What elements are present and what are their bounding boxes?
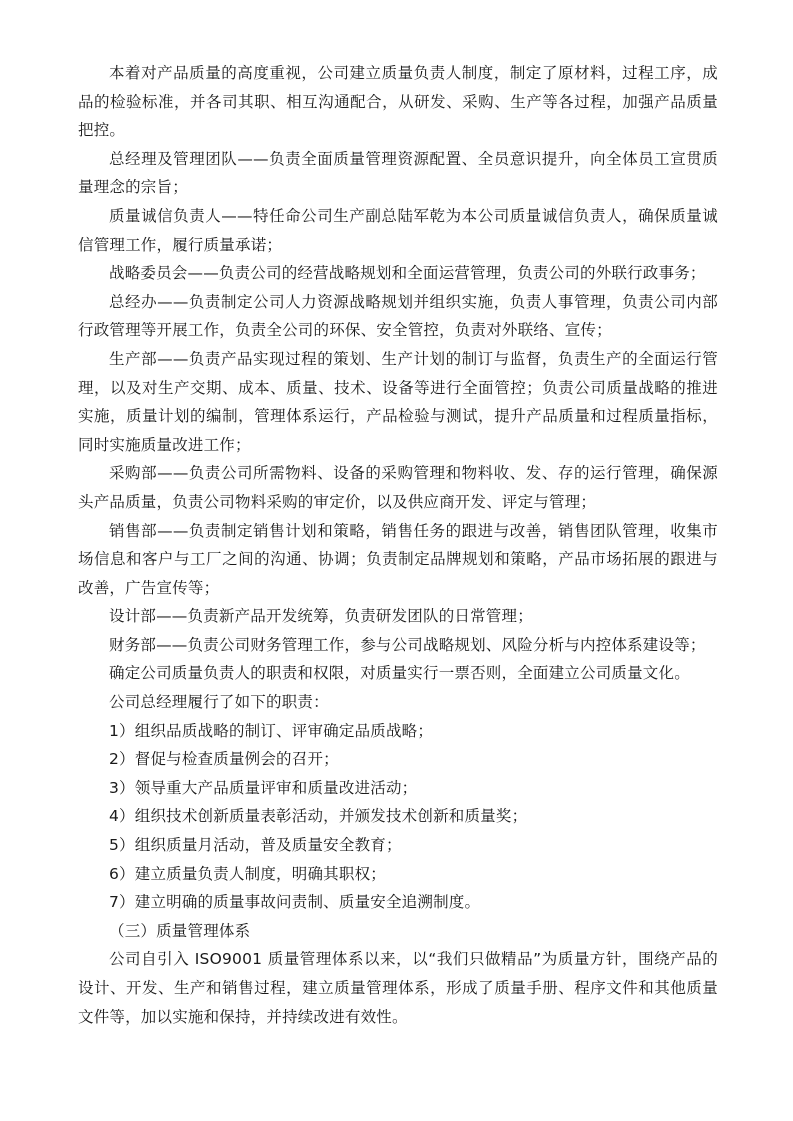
paragraph: 公司总经理履行了如下的职责： xyxy=(109,693,329,712)
duty-list-item: 6）建立质量负责人制度，明确其职权； xyxy=(109,864,386,883)
duty-list-item: 3）领导重大产品质量评审和质量改进活动； xyxy=(109,778,418,797)
section-heading: （三）质量管理体系 xyxy=(109,921,251,940)
duty-list-item: 4）组织技术创新质量表彰活动，并颁发技术创新和质量奖； xyxy=(109,807,528,826)
paragraph: 公司自引入 ISO9001 质量管理体系以来，以“我们只做精品”为质量方针，围绕产品的设计、开发、生产和销售过程，建立质量管理体系，形成了质量手册、程序文件和其他质量文件等，加以实施和保持，并持续改进有效性。 xyxy=(78,950,718,1026)
duty-list-item: 1）组织品质战略的制订、评审确定品质战略； xyxy=(109,721,434,740)
paragraph: 本着对产品质量的高度重视，公司建立质量负责人制度，制定了原材料，过程工序，成品的检验标准，并各司其职、相互沟通配合，从研发、采购、生产等各过程，加强产品质量把控。 xyxy=(78,64,718,140)
document-page xyxy=(78,59,718,1031)
paragraph: 战略委员会——负责公司的经营战略规划和全面运营管理，负责公司的外联行政事务； xyxy=(109,264,706,283)
paragraph: 销售部——负责制定销售计划和策略，销售任务的跟进与改善，销售团队管理，收集市场信息和客户与工厂之间的沟通、协调；负责制定品牌规划和策略，产品市场拓展的跟进与改善，广告宣传等； xyxy=(78,521,718,597)
paragraph: 采购部——负责公司所需物料、设备的采购管理和物料收、发、存的运行管理，确保源头产品质量，负责公司物料采购的审定价，以及供应商开发、评定与管理； xyxy=(78,464,718,511)
paragraph: 质量诚信负责人——特任命公司生产副总陆军乾为本公司质量诚信负责人，确保质量诚信管理工作，履行质量承诺； xyxy=(78,206,718,254)
duty-list-item: 5）组织质量月活动，普及质量安全教育； xyxy=(109,836,402,855)
paragraph: 财务部——负责公司财务管理工作，参与公司战略规划、风险分析与内控体系建设等； xyxy=(109,635,706,654)
duty-list-item: 7）建立明确的质量事故问责制、质量安全追溯制度。 xyxy=(109,893,481,912)
duty-list-item: 2）督促与检查质量例会的召开； xyxy=(109,750,339,769)
paragraph: 生产部——负责产品实现过程的策划、生产计划的制订与监督，负责生产的全面运行管理，以及对生产交期、成本、质量、技术、设备等进行全面管控；负责公司质量战略的推进实施，质量计划的编制，管理体系运行，产品检验与测试，提升产品质量和过程质量指标，同时实施质量改进工作； xyxy=(78,349,718,454)
paragraph: 总经理及管理团队——负责全面质量管理资源配置、全员意识提升，向全体员工宣贯质量理念的宗旨； xyxy=(78,149,718,197)
paragraph: 确定公司质量负责人的职责和权限，对质量实行一票否则，全面建立公司质量文化。 xyxy=(109,664,690,683)
paragraph: 设计部——负责新产品开发统筹，负责研发团队的日常管理； xyxy=(109,607,533,626)
paragraph: 总经办——负责制定公司人力资源战略规划并组织实施，负责人事管理，负责公司内部行政管理等开展工作，负责全公司的环保、安全管控，负责对外联络、宣传； xyxy=(78,292,718,340)
